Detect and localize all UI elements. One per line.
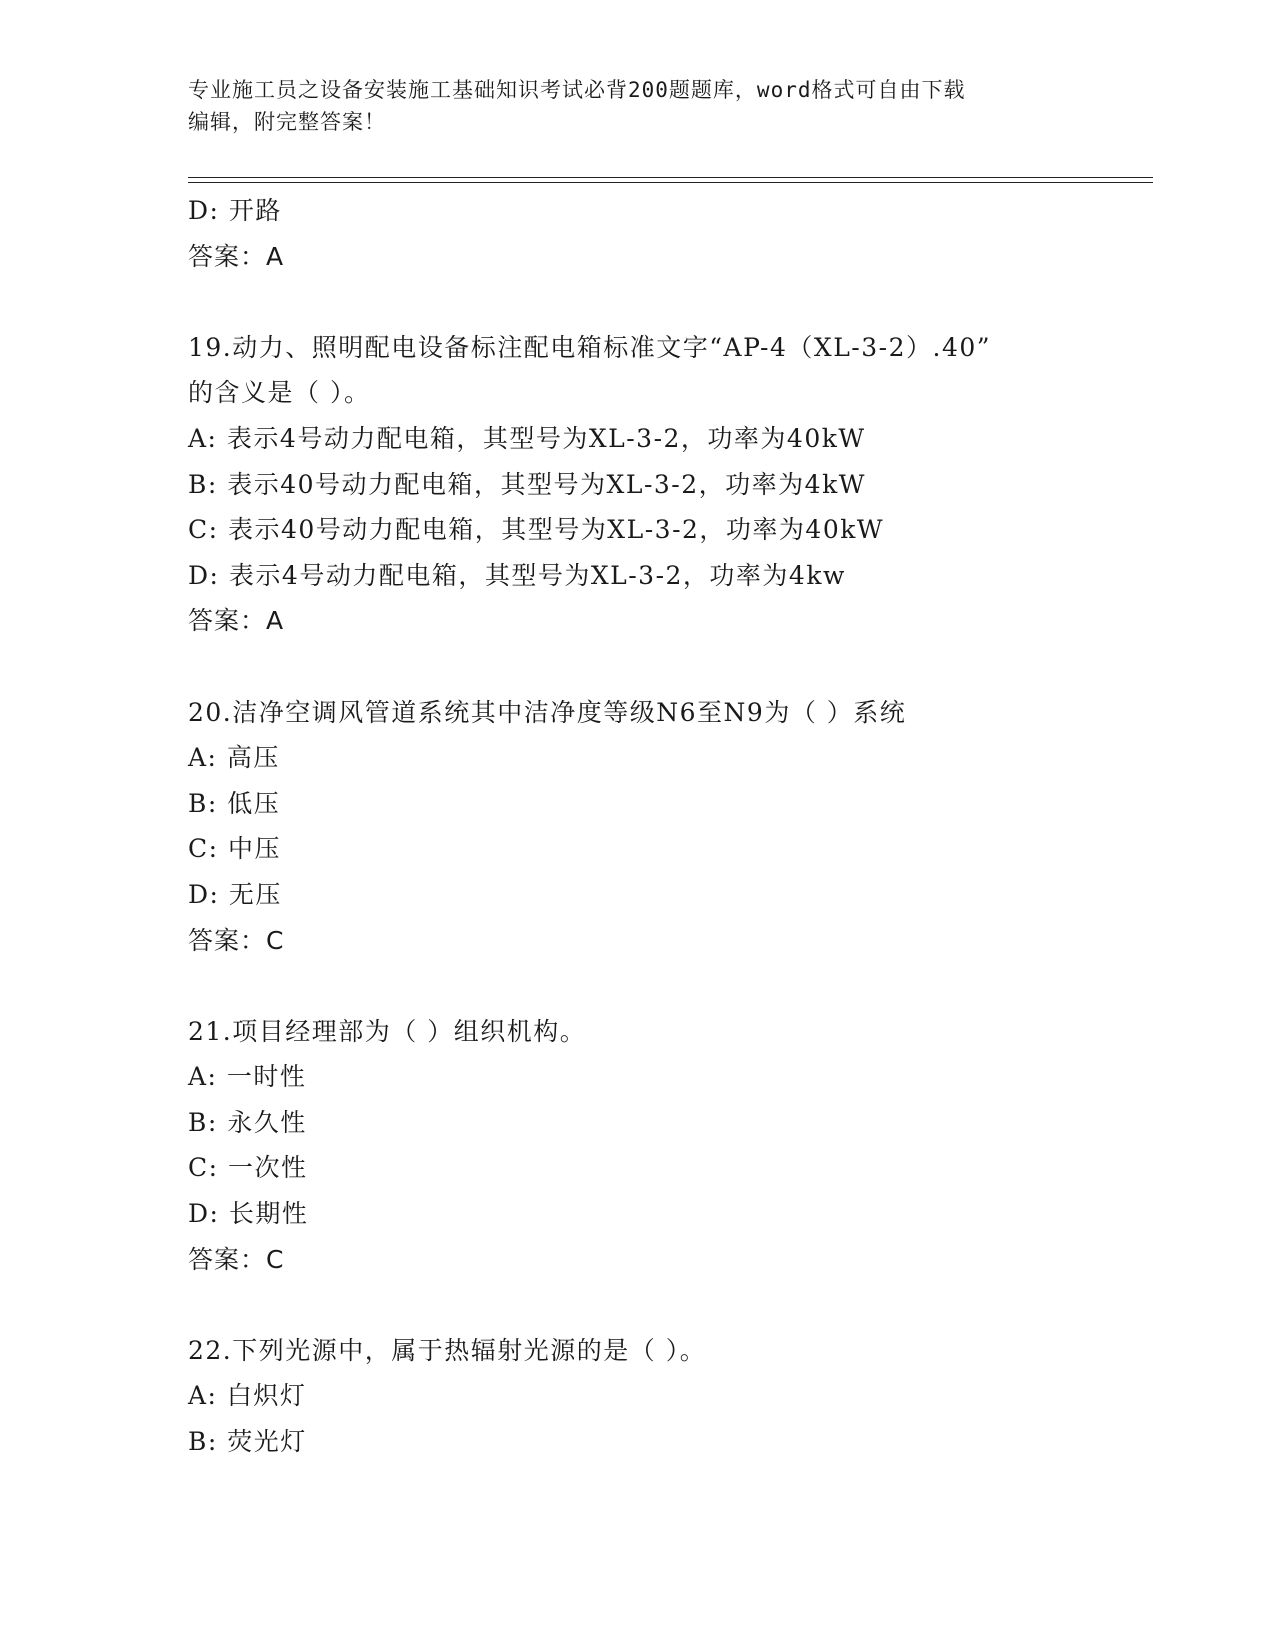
prev-answer: 答案：A — [188, 241, 285, 271]
option-b: B: 永久性 — [188, 1107, 307, 1137]
option-a: A: 白炽灯 — [188, 1381, 307, 1411]
option-b: B: 荧光灯 — [188, 1427, 307, 1457]
header-line-2: 编辑，附完整答案！ — [188, 110, 386, 134]
option-a: A: 高压 — [188, 743, 280, 773]
question-20 — [188, 690, 1128, 964]
spacer — [188, 279, 1128, 325]
spacer — [188, 963, 1128, 1009]
option-c: C: 中压 — [188, 834, 281, 864]
answer: 答案：C — [188, 925, 285, 955]
question-19 — [188, 325, 1128, 644]
option-a: A: 一时性 — [188, 1062, 307, 1092]
question-stem: 21.项目经理部为（ ）组织机构。 — [188, 1016, 587, 1046]
question-21 — [188, 1009, 1128, 1283]
page-header — [188, 74, 1088, 138]
question-stem: 19.动力、照明配电设备标注配电箱标准文字“AP-4（XL-3-2）.40” — [188, 332, 992, 362]
spacer — [188, 644, 1128, 690]
option-c: C: 一次性 — [188, 1153, 308, 1183]
header-rule-bottom — [188, 182, 1153, 183]
option-a: A: 表示4号动力配电箱，其型号为XL-3-2，功率为40kW — [188, 423, 866, 453]
question-stem-continued: 的含义是（ ）。 — [188, 378, 371, 408]
header-line-1: 专业施工员之设备安装施工基础知识考试必背200题题库，word格式可自由下载 — [188, 78, 966, 102]
option-d: D: 表示4号动力配电箱，其型号为XL-3-2，功率为4kw — [188, 560, 846, 590]
answer: 答案：C — [188, 1244, 285, 1274]
option-d: D: 长期性 — [188, 1199, 309, 1229]
question-22 — [188, 1328, 1128, 1465]
question-content — [188, 188, 1128, 1465]
option-b: B: 表示40号动力配电箱，其型号为XL-3-2，功率为4kW — [188, 469, 866, 499]
option-b: B: 低压 — [188, 788, 281, 818]
question-stem: 22.下列光源中，属于热辐射光源的是（ ）。 — [188, 1335, 707, 1365]
option-c: C: 表示40号动力配电箱，其型号为XL-3-2，功率为40kW — [188, 515, 885, 545]
spacer — [188, 1282, 1128, 1328]
answer: 答案：A — [188, 606, 285, 636]
option-d: D: 无压 — [188, 879, 282, 909]
question-stem: 20.洁净空调风管道系统其中洁净度等级N6至N9为（ ）系统 — [188, 697, 907, 727]
prev-option-d: D: 开路 — [188, 196, 282, 225]
header-rule-top — [188, 177, 1153, 178]
